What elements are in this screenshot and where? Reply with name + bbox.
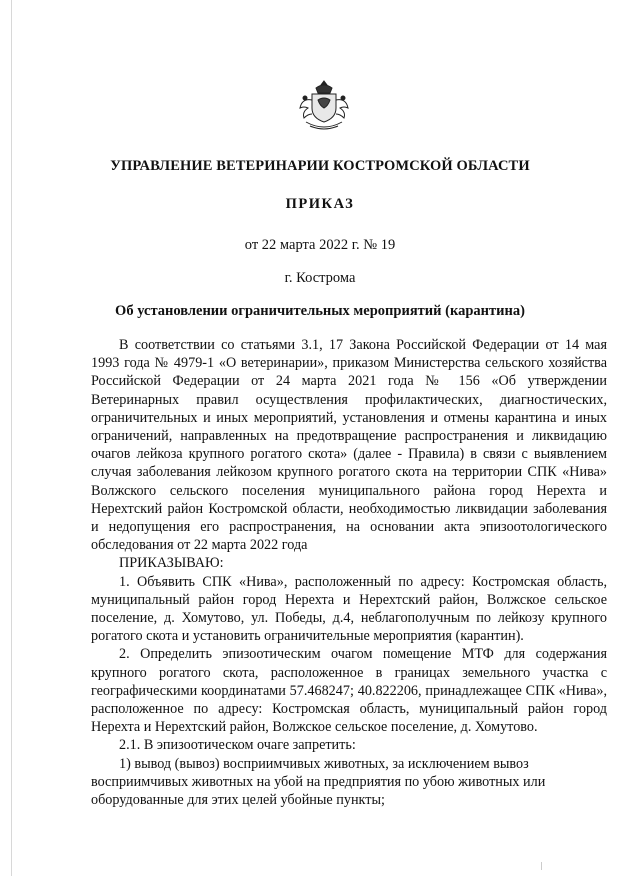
order-word: ПРИКАЗЫВАЮ: bbox=[119, 555, 224, 572]
document-date-number: от 22 марта 2022 г. № 19 bbox=[244, 237, 396, 253]
document-subject: Об установлении ограничительных мероприятий (карантина) bbox=[115, 303, 525, 319]
organization-name: УПРАВЛЕНИЕ ВЕТЕРИНАРИИ КОСТРОМСКОЙ ОБЛАСТИ bbox=[110, 158, 530, 174]
scan-mark bbox=[541, 862, 542, 870]
order-item-2-1: 2.1. В эпизоотическом очаге запретить: bbox=[119, 737, 356, 754]
document-body bbox=[91, 336, 607, 809]
order-item-2-1-1-line-2: восприимчивых животных на убой на предприятия по убою животных или bbox=[91, 773, 546, 790]
document-city: г. Кострома bbox=[284, 270, 356, 286]
preamble-paragraph: В соответствии со статьями 3.1, 17 Закона Российской Федерации от 14 мая 1993 года № 4979-1 «О ветеринарии», приказом Министерства сельского хозяйства Российской Федерации от 24 марта 2021 года № 156 «Об утверждении Ветеринарных правил осуществления профилактических, диагностических, ограничительных и иных мероприятий, установления и отмены карантина и иных ограничений, направленных на предотвращение распространения и ликвидацию очагов лейкоза крупного рогатого скота» (далее - Правила) в связи с выявлением случая заболевания лейкозом крупного рогатого скота на территории СПК «Нива» Волжского сельского поселения муниципального района город Нерехта и Нерехтский район Костромской области, необходимостью ликвидации заболевания и недопущения его распространения, на основании акта эпизоотологического обследования от 22 марта 2022 года bbox=[91, 337, 607, 554]
coat-of-arms-icon bbox=[296, 78, 352, 134]
order-item-2-1-1-line-1: 1) вывод (вывоз) восприимчивых животных, за исключением вывоз bbox=[119, 755, 529, 772]
order-item-1: 1. Объявить СПК «Нива», расположенный по адресу: Костромская область, муниципальный район город Нерехта и Нерехтский район, Волжское сельское поселение, д. Хомутово, ул. Победы, д.4, неблагополучным по лейкозу крупного рогатого скота и установить ограничительные мероприятия (карантин). bbox=[91, 573, 607, 645]
document-type: ПРИКАЗ bbox=[285, 196, 355, 212]
scan-edge-line bbox=[11, 0, 12, 876]
order-item-2-1-1-line-3: оборудованные для этих целей убойные пункты; bbox=[91, 792, 385, 809]
order-item-2: 2. Определить эпизоотическим очагом помещение МТФ для содержания крупного рогатого скота, расположенное в границах земельного участка с географическими координатами 57.468247; 40.822206, принадлежащее СПК «Нива», расположенное по адресу: Костромская область, муниципальный район город Нерехта и Нерехтский район, Волжское сельское поселение, д. Хомутово. bbox=[91, 646, 607, 736]
